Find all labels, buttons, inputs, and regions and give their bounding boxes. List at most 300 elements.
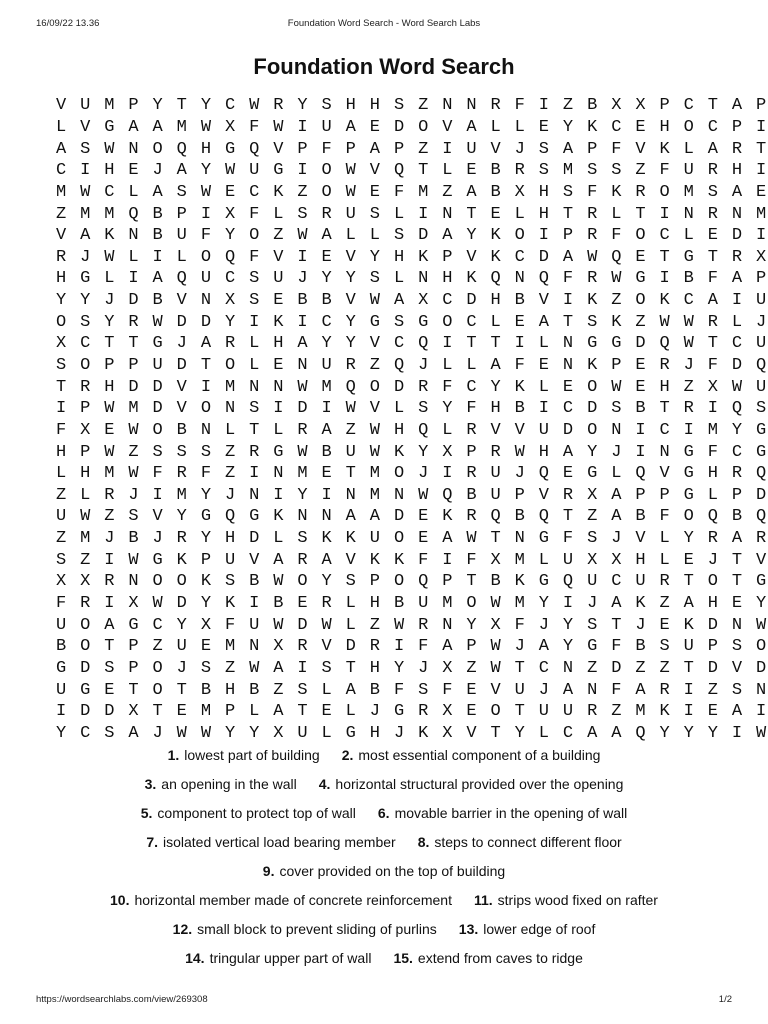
grid-letter: I xyxy=(756,117,767,137)
grid-letter: T xyxy=(562,204,574,224)
grid-letter: S xyxy=(587,615,598,635)
grid-letter: U xyxy=(273,269,284,289)
grid-letter: A xyxy=(466,182,477,202)
grid-letter: L xyxy=(659,550,670,570)
grid-letter: V xyxy=(635,139,646,159)
grid-letter: W xyxy=(514,442,525,462)
grid-letter: F xyxy=(55,594,67,614)
grid-letter: D xyxy=(731,226,743,246)
grid-letter: L xyxy=(442,356,453,375)
grid-letter: J xyxy=(418,464,429,484)
grid-letter: F xyxy=(393,182,405,202)
grid-letter: F xyxy=(466,399,477,419)
grid-row xyxy=(49,246,768,268)
grid-letter: O xyxy=(635,226,646,246)
grid-letter: S xyxy=(249,269,260,289)
grid-letter: V xyxy=(442,117,453,137)
grid-letter: Z xyxy=(562,96,574,116)
grid-letter: Q xyxy=(538,464,549,484)
grid-letter: O xyxy=(80,356,91,375)
grid-letter: V xyxy=(490,420,501,440)
grid-letter: T xyxy=(756,139,767,159)
grid-letter: I xyxy=(273,399,284,419)
grid-letter: R xyxy=(731,247,743,267)
grid-letter: I xyxy=(442,550,453,570)
grid-letter: O xyxy=(80,615,91,635)
grid-letter: B xyxy=(152,226,163,246)
grid-letter: P xyxy=(466,637,477,657)
grid-letter: I xyxy=(80,161,91,181)
grid-letter: T xyxy=(731,572,743,592)
grid-letter: S xyxy=(611,161,622,181)
grid-letter: H xyxy=(731,161,743,181)
grid-letter: L xyxy=(683,226,694,246)
grid-letter: S xyxy=(393,312,405,332)
grid-letter: D xyxy=(128,377,139,397)
grid-letter: T xyxy=(490,529,501,549)
grid-letter: N xyxy=(393,485,405,505)
grid-letter: I xyxy=(562,594,574,614)
grid-letter: R xyxy=(707,161,718,181)
grid-letter: J xyxy=(514,464,525,484)
grid-letter: K xyxy=(442,507,453,527)
grid-letter: R xyxy=(562,485,574,505)
grid-letter: Y xyxy=(683,529,694,549)
clue-item xyxy=(173,921,437,937)
grid-letter: O xyxy=(393,529,405,549)
grid-letter: O xyxy=(442,312,453,332)
grid-letter: Z xyxy=(345,420,356,440)
grid-letter: K xyxy=(393,550,405,570)
grid-letter: F xyxy=(659,507,670,527)
grid-letter: A xyxy=(128,723,139,743)
grid-letter: W xyxy=(104,139,115,159)
grid-letter: D xyxy=(152,399,163,419)
grid-letter: U xyxy=(55,680,67,700)
clue-item xyxy=(185,950,371,966)
grid-letter: F xyxy=(611,680,622,700)
clue-item xyxy=(141,805,356,821)
grid-letter: E xyxy=(418,529,429,549)
grid-letter: H xyxy=(393,247,405,267)
grid-letter: L xyxy=(707,485,718,505)
grid-letter: F xyxy=(611,637,622,657)
grid-letter: L xyxy=(55,464,67,484)
print-page-number: 1/2 xyxy=(718,994,732,1005)
grid-letter: M xyxy=(635,702,646,722)
grid-letter: T xyxy=(707,334,718,354)
grid-letter: C xyxy=(611,117,622,137)
grid-letter: E xyxy=(104,680,115,700)
grid-letter: E xyxy=(707,226,718,246)
grid-letter: I xyxy=(514,334,525,354)
grid-letter: Z xyxy=(611,291,622,311)
grid-letter: F xyxy=(418,637,429,657)
grid-row xyxy=(49,182,768,204)
grid-letter: C xyxy=(731,334,743,354)
grid-letter: X xyxy=(200,615,212,635)
grid-letter: X xyxy=(55,572,67,592)
grid-letter: Z xyxy=(273,226,284,246)
print-page-title: Foundation Word Search - Word Search Labs xyxy=(287,18,481,29)
grid-letter: P xyxy=(514,485,525,505)
grid-letter: B xyxy=(321,291,332,311)
grid-letter: I xyxy=(731,723,743,743)
grid-letter: R xyxy=(128,312,139,332)
grid-letter: Z xyxy=(659,658,670,678)
grid-letter: W xyxy=(249,96,260,116)
grid-letter: O xyxy=(55,312,67,332)
grid-letter: I xyxy=(200,377,212,397)
grid-letter: J xyxy=(128,485,139,505)
grid-letter: D xyxy=(538,247,549,267)
grid-letter: I xyxy=(393,637,405,657)
grid-letter: N xyxy=(200,420,212,440)
grid-letter: Y xyxy=(418,442,429,462)
grid-letter: J xyxy=(104,291,115,311)
grid-letter: A xyxy=(707,291,718,311)
grid-letter: L xyxy=(538,377,549,397)
grid-letter: G xyxy=(224,139,236,159)
grid-letter: T xyxy=(659,399,670,419)
grid-letter: F xyxy=(562,269,574,289)
grid-letter: W xyxy=(490,658,501,678)
grid-letter: U xyxy=(55,507,67,527)
grid-letter: S xyxy=(393,226,405,246)
puzzle-title: Foundation Word Search xyxy=(253,54,515,79)
grid-letter: C xyxy=(562,723,574,743)
grid-letter: W xyxy=(611,377,622,397)
grid-letter: U xyxy=(200,269,212,289)
grid-letter: F xyxy=(249,117,260,137)
grid-letter: Z xyxy=(635,658,646,678)
grid-letter: P xyxy=(466,442,477,462)
grid-letter: D xyxy=(707,615,718,635)
grid-letter: W xyxy=(345,182,356,202)
clue-line xyxy=(0,885,768,914)
grid-row xyxy=(49,701,768,723)
grid-letter: P xyxy=(128,356,139,375)
grid-letter: W xyxy=(418,485,429,505)
grid-letter: H xyxy=(104,161,115,181)
grid-letter: B xyxy=(297,291,308,311)
grid-letter: L xyxy=(249,702,260,722)
clue-item xyxy=(110,892,452,908)
grid-letter: C xyxy=(683,96,694,116)
grid-letter: P xyxy=(659,485,670,505)
grid-letter: W xyxy=(297,442,308,462)
grid-letter: W xyxy=(104,399,115,419)
grid-letter: S xyxy=(538,161,549,181)
grid-letter: A xyxy=(538,312,549,332)
grid-row xyxy=(49,203,768,225)
grid-letter: A xyxy=(731,702,743,722)
grid-letter: C xyxy=(466,312,477,332)
grid-letter: Y xyxy=(297,96,308,116)
grid-letter: U xyxy=(321,117,332,137)
grid-letter: Y xyxy=(249,723,260,743)
grid-letter: V xyxy=(273,139,284,159)
grid-letter: L xyxy=(514,117,525,137)
grid-letter: I xyxy=(538,226,549,246)
grid-letter: K xyxy=(490,226,501,246)
grid-letter: B xyxy=(635,399,646,419)
grid-letter: I xyxy=(128,269,139,289)
grid-letter: L xyxy=(683,139,694,159)
grid-letter: S xyxy=(562,182,574,202)
grid-letter: O xyxy=(152,139,163,159)
grid-letter: D xyxy=(200,312,212,332)
grid-row xyxy=(49,485,768,507)
grid-letter: K xyxy=(659,291,670,311)
grid-letter: W xyxy=(369,442,380,462)
grid-letter: I xyxy=(442,464,453,484)
grid-letter: G xyxy=(683,442,694,462)
grid-letter: I xyxy=(104,594,115,614)
grid-row xyxy=(49,160,768,182)
grid-letter: A xyxy=(562,247,574,267)
grid-letter: A xyxy=(731,182,743,202)
print-url: https://wordsearchlabs.com/view/269308 xyxy=(36,994,208,1005)
grid-letter: I xyxy=(707,399,718,419)
grid-letter: S xyxy=(587,529,598,549)
grid-letter: V xyxy=(176,291,187,311)
grid-letter: I xyxy=(659,204,670,224)
grid-letter: V xyxy=(345,247,356,267)
grid-letter: H xyxy=(224,680,236,700)
grid-letter: Q xyxy=(538,507,549,527)
grid-letter: T xyxy=(249,420,260,440)
grid-letter: U xyxy=(321,356,332,375)
grid-letter: N xyxy=(562,334,574,354)
grid-letter: V xyxy=(176,377,187,397)
grid-letter: I xyxy=(152,247,163,267)
grid-letter: E xyxy=(466,702,477,722)
grid-letter: J xyxy=(104,529,115,549)
clue-item xyxy=(342,747,601,763)
clue-item xyxy=(146,834,395,850)
grid-letter: W xyxy=(345,399,356,419)
grid-letter: B xyxy=(152,291,163,311)
grid-letter: S xyxy=(538,139,549,159)
grid-row xyxy=(49,333,768,355)
grid-letter: N xyxy=(321,507,332,527)
grid-letter: B xyxy=(249,572,260,592)
grid-letter: Y xyxy=(345,312,356,332)
grid-letter: Y xyxy=(80,291,91,311)
grid-letter: N xyxy=(345,485,356,505)
grid-letter: Z xyxy=(466,658,477,678)
clue-number: 12. xyxy=(172,920,193,937)
grid-letter: H xyxy=(224,529,236,549)
grid-letter: H xyxy=(369,658,380,678)
grid-letter: V xyxy=(756,550,767,570)
grid-letter: J xyxy=(683,356,694,375)
grid-letter: Q xyxy=(538,269,549,289)
grid-letter: X xyxy=(756,247,767,267)
grid-letter: V xyxy=(538,485,549,505)
grid-letter: W xyxy=(297,377,308,397)
grid-letter: Z xyxy=(683,377,694,397)
grid-letter: L xyxy=(273,420,284,440)
grid-letter: T xyxy=(345,464,356,484)
grid-letter: N xyxy=(442,204,453,224)
grid-letter: A xyxy=(611,594,622,614)
grid-letter: O xyxy=(297,572,308,592)
grid-letter: D xyxy=(587,399,598,419)
grid-letter: N xyxy=(200,291,212,311)
grid-letter: G xyxy=(369,312,380,332)
grid-letter: W xyxy=(490,637,501,657)
grid-letter: D xyxy=(176,312,187,332)
grid-letter: Q xyxy=(562,572,574,592)
grid-letter: Z xyxy=(369,356,380,375)
grid-letter: R xyxy=(273,96,284,116)
grid-letter: X xyxy=(224,291,236,311)
grid-letter: P xyxy=(707,637,718,657)
grid-letter: S xyxy=(659,637,670,657)
grid-letter: E xyxy=(659,615,670,635)
grid-letter: T xyxy=(514,658,525,678)
grid-letter: L xyxy=(321,723,332,743)
grid-letter: I xyxy=(538,96,549,116)
grid-letter: F xyxy=(200,464,212,484)
grid-letter: E xyxy=(683,550,694,570)
grid-letter: W xyxy=(104,442,115,462)
grid-letter: G xyxy=(104,117,115,137)
grid-letter: K xyxy=(659,139,670,159)
grid-letter: A xyxy=(200,334,212,354)
grid-row xyxy=(49,528,768,550)
grid-letter: R xyxy=(321,594,332,614)
grid-letter: L xyxy=(345,226,356,246)
grid-letter: E xyxy=(635,377,646,397)
grid-letter: C xyxy=(393,334,405,354)
grid-letter: R xyxy=(80,594,91,614)
grid-letter: D xyxy=(756,658,767,678)
grid-letter: P xyxy=(224,702,236,722)
grid-letter: A xyxy=(345,680,356,700)
grid-letter: R xyxy=(345,356,356,375)
grid-letter: C xyxy=(321,312,332,332)
grid-letter: X xyxy=(442,702,453,722)
grid-letter: R xyxy=(683,399,694,419)
grid-letter: V xyxy=(490,680,501,700)
grid-letter: B xyxy=(249,680,260,700)
clue-item xyxy=(378,805,627,821)
grid-letter: K xyxy=(466,269,477,289)
grid-letter: O xyxy=(466,594,477,614)
grid-letter: M xyxy=(80,529,91,549)
grid-letter: I xyxy=(55,702,67,722)
grid-letter: H xyxy=(200,139,212,159)
grid-letter: S xyxy=(369,269,380,289)
grid-letter: M xyxy=(321,377,332,397)
grid-letter: V xyxy=(369,161,380,181)
grid-letter: P xyxy=(80,399,91,419)
grid-row xyxy=(49,117,768,139)
grid-letter: A xyxy=(152,269,163,289)
grid-letter: E xyxy=(731,594,743,614)
grid-letter: A xyxy=(707,139,718,159)
grid-letter: N xyxy=(731,615,743,635)
grid-letter: V xyxy=(369,399,380,419)
grid-letter: M xyxy=(514,594,525,614)
grid-letter: S xyxy=(176,182,187,202)
grid-letter: Y xyxy=(297,485,308,505)
grid-letter: I xyxy=(152,485,163,505)
grid-letter: N xyxy=(611,420,622,440)
grid-letter: W xyxy=(152,312,163,332)
grid-letter: Q xyxy=(635,464,646,484)
grid-letter: B xyxy=(55,637,67,657)
grid-letter: G xyxy=(683,247,694,267)
grid-letter: Y xyxy=(345,334,356,354)
grid-letter: R xyxy=(756,529,767,549)
grid-letter: I xyxy=(249,594,260,614)
grid-letter: L xyxy=(321,680,332,700)
grid-letter: Q xyxy=(418,572,429,592)
grid-letter: D xyxy=(635,334,646,354)
grid-letter: P xyxy=(731,485,743,505)
grid-letter: E xyxy=(756,182,767,202)
grid-letter: J xyxy=(538,615,549,635)
grid-letter: G xyxy=(80,680,91,700)
clue-text: isolated vertical load bearing member xyxy=(163,833,396,850)
grid-letter: G xyxy=(538,529,549,549)
grid-letter: Y xyxy=(321,572,332,592)
grid-letter: C xyxy=(442,291,453,311)
grid-letter: A xyxy=(611,723,622,743)
grid-letter: H xyxy=(55,269,67,289)
grid-letter: L xyxy=(393,399,405,419)
grid-letter: D xyxy=(80,658,91,678)
grid-row xyxy=(49,376,768,398)
grid-letter: A xyxy=(273,658,284,678)
clue-text: most essential component of a building xyxy=(358,746,601,763)
grid-letter: K xyxy=(587,117,598,137)
grid-letter: W xyxy=(273,117,284,137)
grid-letter: J xyxy=(635,615,646,635)
grid-letter: E xyxy=(514,312,525,332)
grid-letter: Y xyxy=(321,269,332,289)
grid-letter: F xyxy=(393,680,405,700)
grid-letter: O xyxy=(152,572,163,592)
grid-letter: L xyxy=(538,723,549,743)
clue-number: 1. xyxy=(167,746,180,763)
grid-letter: M xyxy=(176,485,187,505)
grid-letter: J xyxy=(80,247,91,267)
grid-letter: K xyxy=(659,702,670,722)
grid-letter: R xyxy=(418,615,429,635)
grid-letter: Y xyxy=(200,594,212,614)
grid-letter: T xyxy=(659,247,670,267)
grid-letter: P xyxy=(731,117,743,137)
grid-letter: B xyxy=(514,399,525,419)
grid-letter: Q xyxy=(490,507,501,527)
grid-letter: J xyxy=(297,269,308,289)
grid-letter: Y xyxy=(55,291,67,311)
grid-letter: W xyxy=(321,615,332,635)
grid-letter: V xyxy=(55,226,67,246)
grid-letter: W xyxy=(611,269,622,289)
grid-letter: K xyxy=(369,550,380,570)
grid-letter: Y xyxy=(393,658,405,678)
grid-letter: O xyxy=(224,356,236,375)
grid-row xyxy=(49,355,768,377)
grid-letter: F xyxy=(224,615,236,635)
grid-letter: Z xyxy=(369,615,380,635)
